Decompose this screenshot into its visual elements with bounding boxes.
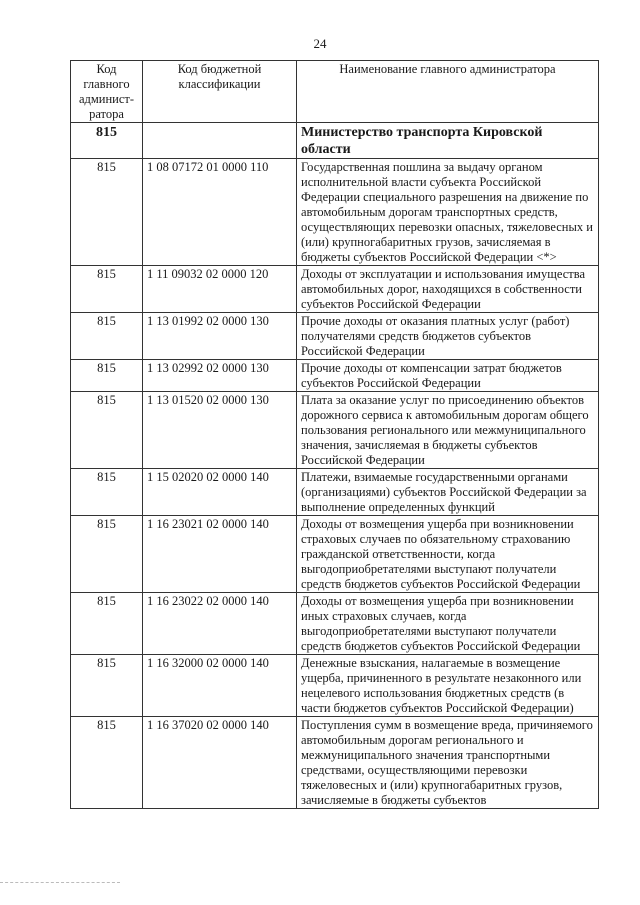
- admin-code-cell: 815: [71, 593, 143, 655]
- admin-name-cell: Платежи, взимаемые государственными органами (организациями) субъектов Российской Федерации за выполнение определенных функций: [297, 469, 599, 516]
- ministry-row: [71, 123, 599, 159]
- budget-code-cell: 1 16 37020 02 0000 140: [143, 717, 297, 809]
- admin-code-cell: 815: [71, 655, 143, 717]
- admin-code-cell: 815: [71, 469, 143, 516]
- table-row: [71, 313, 599, 360]
- admin-name-cell: Прочие доходы от компенсации затрат бюджетов субъектов Российской Федерации: [297, 360, 599, 392]
- table-row: [71, 159, 599, 266]
- table-row: [71, 392, 599, 469]
- budget-code-cell: 1 15 02020 02 0000 140: [143, 469, 297, 516]
- table-row: [71, 593, 599, 655]
- budget-code-cell: 1 16 23022 02 0000 140: [143, 593, 297, 655]
- admin-name-cell: Прочие доходы от оказания платных услуг (работ) получателями средств бюджетов субъектов Российской Федерации: [297, 313, 599, 360]
- scan-artifact-line: [0, 882, 120, 883]
- admin-name-cell: Доходы от эксплуатации и использования имущества автомобильных дорог, находящихся в собственности субъектов Российской Федерации: [297, 266, 599, 313]
- budget-code-cell: 1 13 01520 02 0000 130: [143, 392, 297, 469]
- table-row: [71, 516, 599, 593]
- header-admin-code: Код главного админист-ратора: [71, 61, 143, 123]
- budget-classification-table: [70, 60, 599, 809]
- table-row: [71, 717, 599, 809]
- ministry-code: 815: [71, 123, 143, 159]
- ministry-name: Министерство транспорта Кировской области: [297, 123, 599, 159]
- admin-name-cell: Доходы от возмещения ущерба при возникновении иных страховых случаев, когда выгодоприобретателями выступают получатели средств бюджетов субъектов Российской Федерации: [297, 593, 599, 655]
- admin-code-cell: 815: [71, 392, 143, 469]
- budget-code-cell: 1 16 32000 02 0000 140: [143, 655, 297, 717]
- budget-code-cell: 1 13 02992 02 0000 130: [143, 360, 297, 392]
- admin-name-cell: Государственная пошлина за выдачу органом исполнительной власти субъекта Российской Федерации специального разрешения на движение по автомобильным дорогам транспортных средств, осуществляющих перевозки опасных, тяжеловесных и (или) крупногабаритных грузов, зачисляемая в бюджеты субъектов Российской Федерации <*>: [297, 159, 599, 266]
- admin-code-cell: 815: [71, 266, 143, 313]
- page-number: 24: [313, 36, 327, 51]
- admin-code-cell: 815: [71, 516, 143, 593]
- budget-code-cell: 1 13 01992 02 0000 130: [143, 313, 297, 360]
- budget-code-cell: 1 08 07172 01 0000 110: [143, 159, 297, 266]
- header-budget-code: Код бюджетной классификации: [143, 61, 297, 123]
- admin-name-cell: Денежные взыскания, налагаемые в возмещение ущерба, причиненного в результате незаконного или нецелевого использования бюджетных средств (в части бюджетов субъектов Российской Федерации): [297, 655, 599, 717]
- admin-code-cell: 815: [71, 313, 143, 360]
- budget-code-cell: 1 16 23021 02 0000 140: [143, 516, 297, 593]
- admin-name-cell: Поступления сумм в возмещение вреда, причиняемого автомобильным дорогам регионального и межмуниципального значения транспортными средствами, осуществляющими перевозки тяжеловесных и (или) крупногабаритных грузов, зачисляемые в бюджеты субъектов: [297, 717, 599, 809]
- budget-code-cell: 1 11 09032 02 0000 120: [143, 266, 297, 313]
- table-row: [71, 266, 599, 313]
- admin-name-cell: Доходы от возмещения ущерба при возникновении страховых случаев по обязательному страхованию гражданской ответственности, когда выгодоприобретателями выступают получатели средств бюджетов субъектов Российской Федерации: [297, 516, 599, 593]
- ministry-kbk: [143, 123, 297, 159]
- admin-code-cell: 815: [71, 717, 143, 809]
- header-admin-name: Наименование главного администратора: [297, 61, 599, 123]
- admin-code-cell: 815: [71, 360, 143, 392]
- admin-code-cell: 815: [71, 159, 143, 266]
- table-header-row: [71, 61, 599, 123]
- table-row: [71, 469, 599, 516]
- table-row: [71, 360, 599, 392]
- admin-name-cell: Плата за оказание услуг по присоединению объектов дорожного сервиса к автомобильным дорогам общего пользования регионального или межмуниципального значения, зачисляемая в бюджеты субъектов Российской Федерации: [297, 392, 599, 469]
- table-row: [71, 655, 599, 717]
